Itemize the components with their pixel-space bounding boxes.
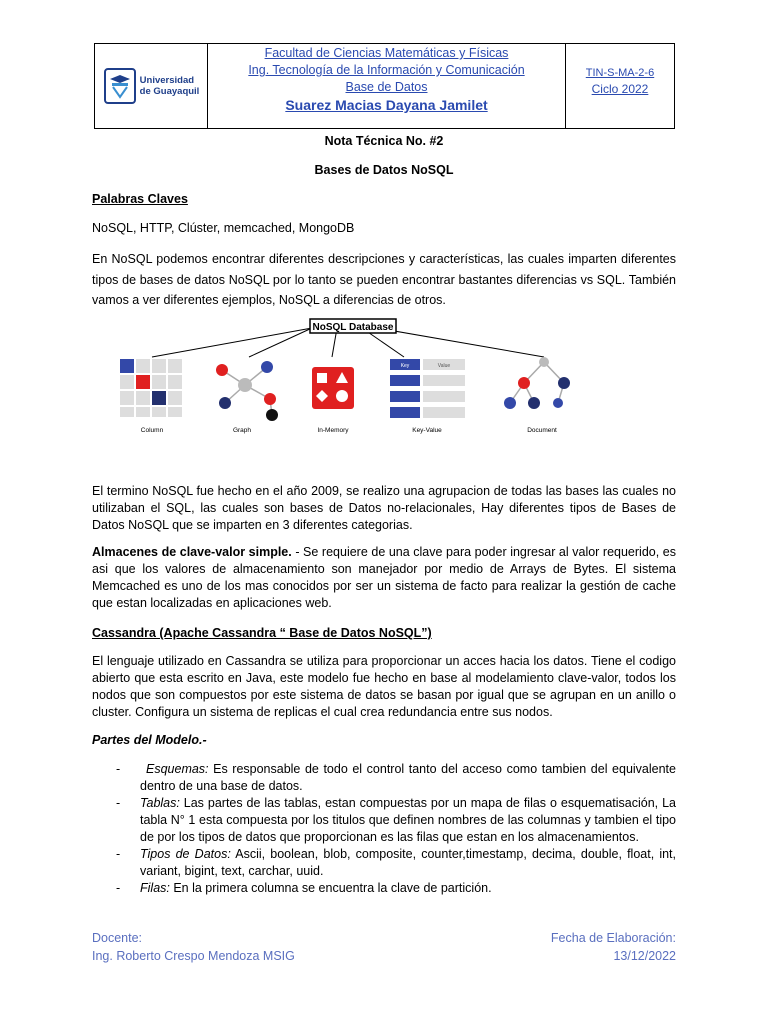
logo-line-1: Universidad (139, 75, 195, 86)
nosql-database-root-label: NoSQL Database (312, 322, 394, 333)
part-text: Las partes de las tablas, estan compuestas por un mapa de filas o esquematisación, La tabla N° 1 esta compuesta por los titulos que definen nombres de las columnas y tambien el tipo de por los tipos de datos que proporcionan es las filas que estan en los almacenamientos. (140, 796, 676, 844)
course-cycle: Ciclo 2022 (591, 82, 649, 96)
list-item (116, 761, 676, 795)
column-store-icon (120, 359, 182, 417)
intro-paragraph: En NoSQL podemos encontrar diferentes descripciones y características, las cuales imparten diferentes tipos de bases de datos NoSQL por lo tanto se pueden encontrar bastantes diferencias vs SQL. También vamos a ver diferentes ejemplos, NoSQL a diferencias de otros. (92, 252, 676, 307)
subject-name: Base de Datos (345, 80, 428, 94)
course-code: TIN-S-MA-2-6 (585, 67, 655, 79)
part-text: Es responsable de todo el control tanto del acceso como tambien del equivalente dentro de una base de datos. (140, 762, 676, 793)
label-in-memory: In-Memory (317, 427, 349, 434)
date-label: Fecha de Elaboración: (550, 931, 676, 945)
part-term: Filas: (140, 881, 170, 895)
teacher-label: Docente: (92, 931, 143, 945)
key-value-term: Almacenes de clave-valor simple. (92, 545, 292, 559)
part-term: Esquemas: (146, 762, 209, 776)
list-item (116, 846, 676, 880)
part-text: En la primera columna se encuentra la clave de partición. (169, 881, 492, 895)
logo-line-2: de Guayaquil (139, 86, 200, 97)
in-memory-store-icon (312, 367, 354, 409)
title-cell (208, 44, 566, 128)
teacher-name: Ing. Roberto Crespo Mendoza MSIG (92, 949, 295, 963)
cassandra-heading: Cassandra (Apache Cassandra “ Base de Datos NoSQL”) (92, 626, 432, 640)
note-title: Nota Técnica No. #2 (324, 134, 444, 148)
university-logo (103, 67, 200, 105)
key-value-text: - Se requiere de una clave para poder ingresar al valor requerido, es asi que los valores de almacenamiento son manejador por medio de Arrays de Bytes. El sistema Memcached es uno de los mas conocidos por ser un sistema de facto para realizar la gestión de cache que estan localizadas en aplicaciones web. (92, 545, 676, 610)
model-parts-heading: Partes del Modelo.- (92, 733, 207, 747)
list-dash: - (116, 796, 121, 810)
list-dash: - (116, 762, 121, 776)
kv-value-label: Value (437, 363, 451, 369)
list-dash: - (116, 881, 121, 895)
part-text: Ascii, boolean, blob, composite, counter,timestamp, decima, double, float, int, variant, bigint, text, carchar, uuid. (140, 847, 676, 878)
history-paragraph: El termino NoSQL fue hecho en el año 2009, se realizo una agrupacion de todas las bases las cuales no utilizaban el SQL, las cuales son bases de Datos no-relacionales, Hay diferentes tipos de Bases de Datos NoSQL que se imparten en 3 diferentes categorias. (92, 484, 676, 532)
university-seal-icon (103, 67, 137, 105)
part-term: Tipos de Datos: (140, 847, 231, 861)
kv-key-label: Key (400, 363, 410, 369)
graph-store-icon (216, 361, 278, 421)
date-value: 13/12/2022 (613, 949, 676, 963)
logo-cell (95, 44, 208, 128)
code-cell (566, 44, 674, 128)
note-subtitle: Bases de Datos NoSQL (314, 163, 454, 177)
label-graph: Graph (232, 427, 252, 434)
nosql-types-figure (112, 315, 572, 437)
keywords-heading: Palabras Claves (92, 192, 188, 206)
keywords-text: NoSQL, HTTP, Clúster, memcached, MongoDB (92, 221, 355, 235)
faculty-name: Facultad de Ciencias Matemáticas y Físicas (264, 46, 509, 60)
key-value-store-icon (390, 359, 465, 418)
label-column: Column (140, 427, 164, 434)
part-term: Tablas: (140, 796, 180, 810)
label-key-value: Key-Value (412, 427, 442, 434)
list-dash: - (116, 847, 121, 861)
cassandra-paragraph: El lenguaje utilizado en Cassandra se utiliza para proporcionar un acces hacia los datos. Tiene el codigo abierto que esta escrito en Java, este modelo fue hecho en base al modelamiento clave-valor, todos los nodos que son compuestos por este sistema de datos se basan por igual que se agrupan en un anillo o cluster. Configura un sistema de replicas el cual crea redundancia entre sus nodos. (92, 654, 676, 719)
list-item (116, 880, 676, 897)
document-store-icon (504, 357, 570, 409)
document-header (94, 43, 675, 129)
key-value-paragraph (92, 544, 676, 612)
list-item (116, 795, 676, 846)
model-parts-list (116, 761, 676, 897)
author-name: Suarez Macias Dayana Jamilet (285, 97, 488, 113)
career-name: Ing. Tecnología de la Información y Comunicación (248, 63, 525, 77)
label-document: Document (527, 427, 557, 434)
